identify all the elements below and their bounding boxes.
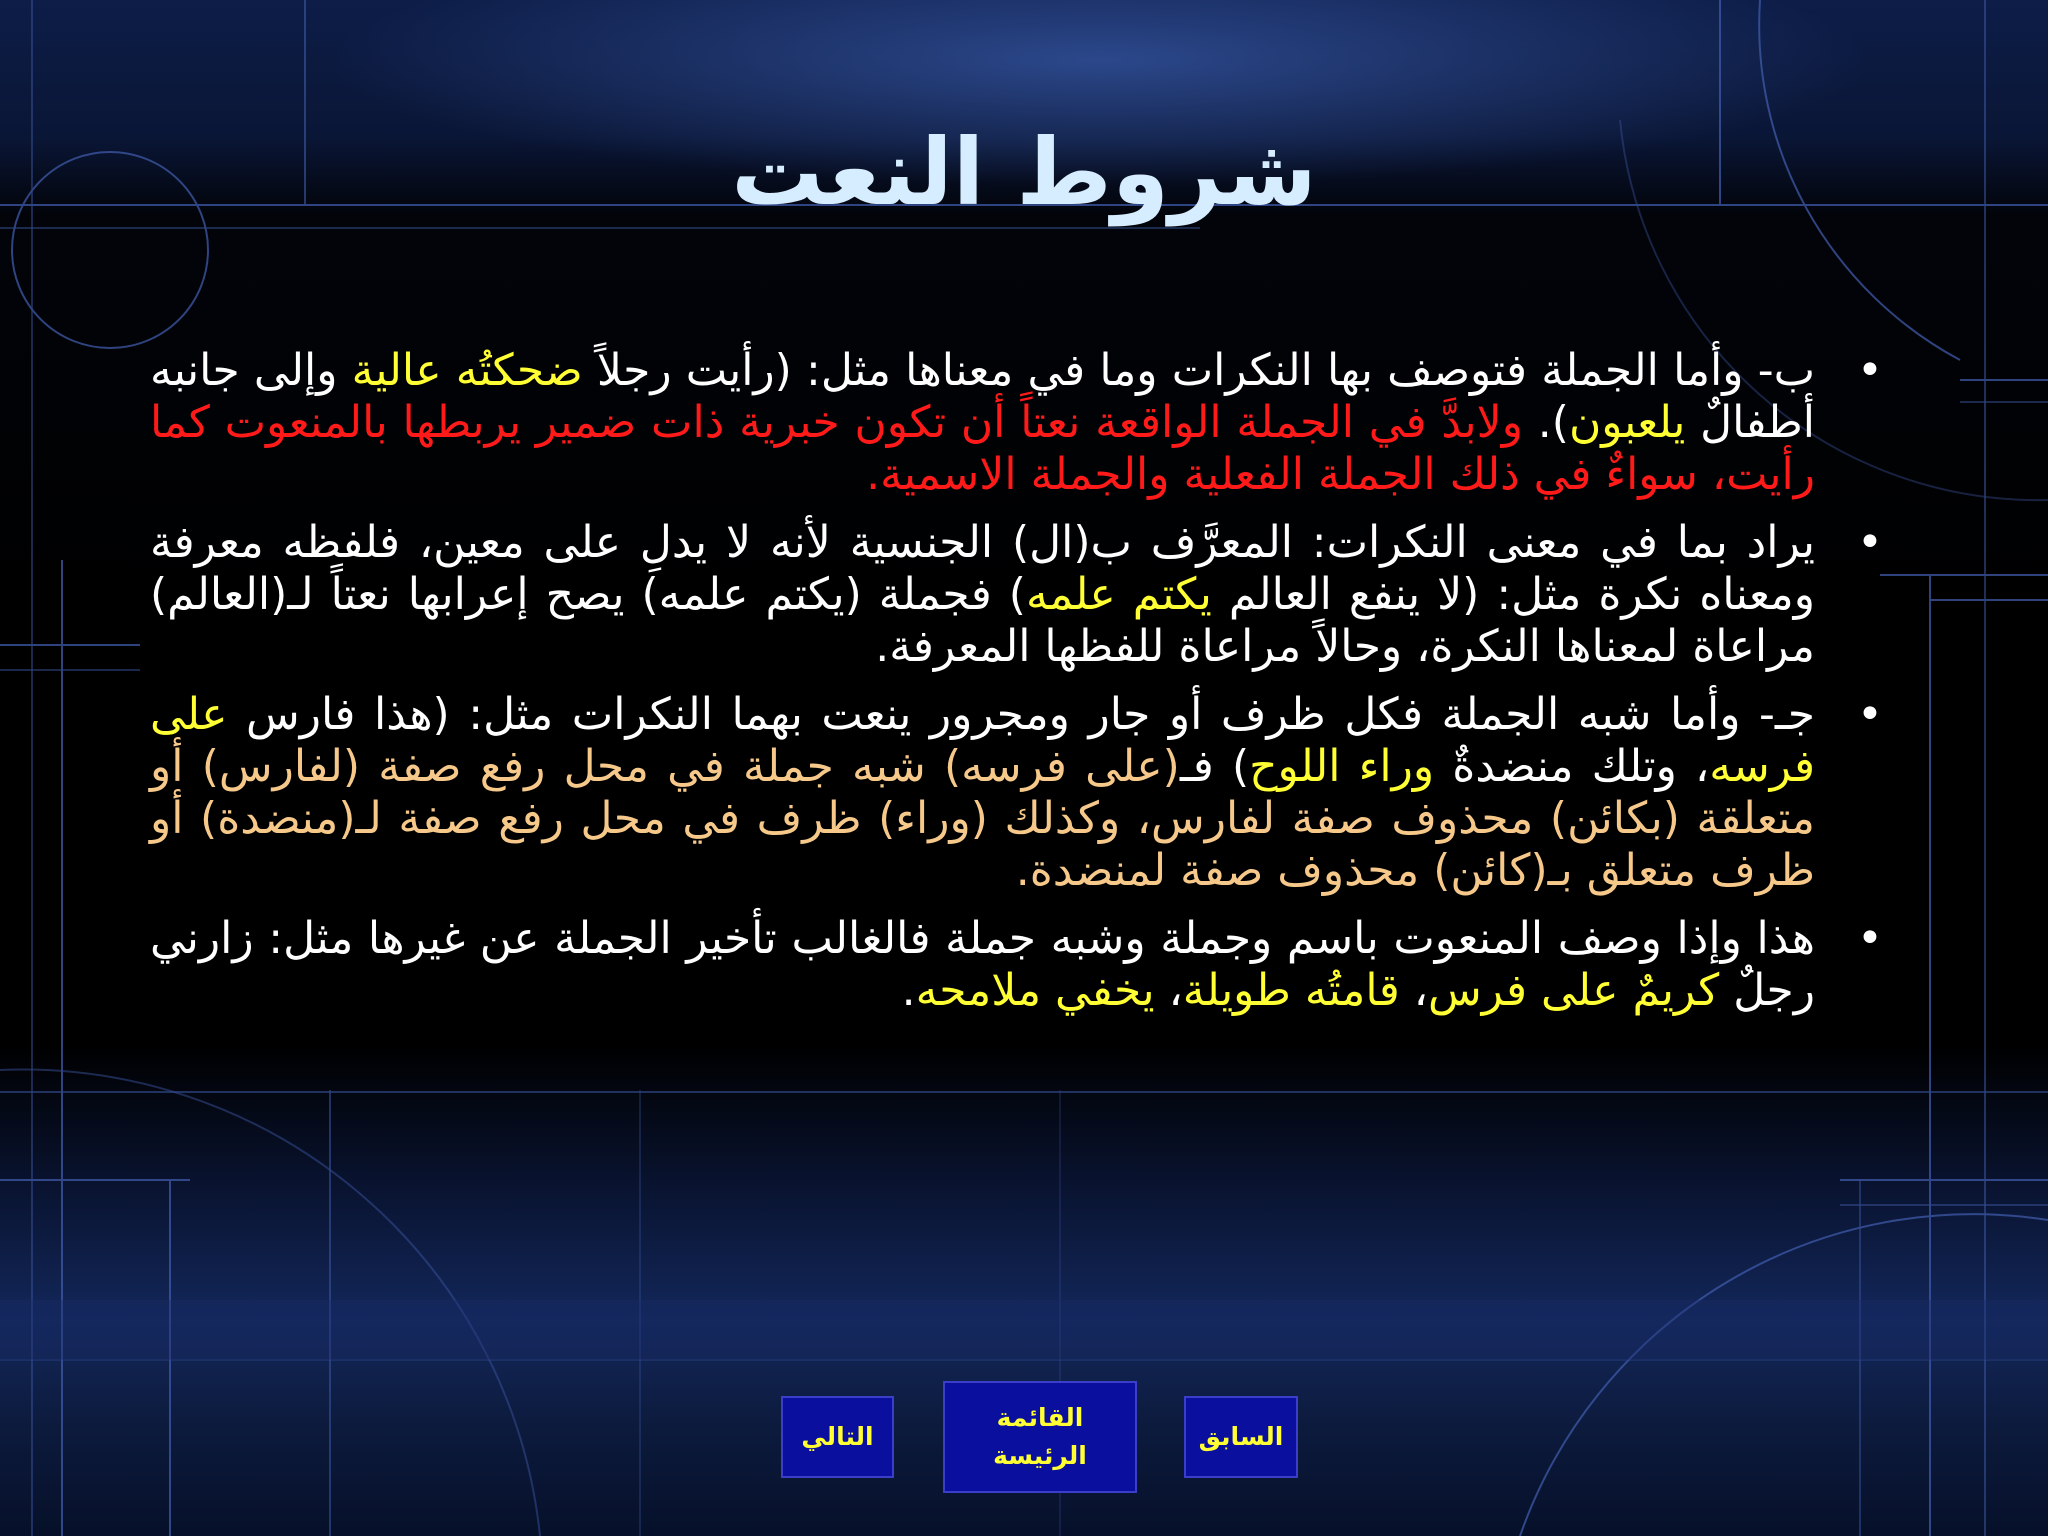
text-segment: جـ- وأما شبه الجملة فكل ظرف أو جار ومجرور ينعت بهما النكرات مثل: (هذا فارس	[227, 689, 1815, 740]
text-segment: ب- وأما الجملة فتوصف بها النكرات وما في معناها مثل: (رأيت رجلاً	[582, 345, 1815, 396]
bullet-item	[150, 689, 1890, 897]
bullet-list	[150, 345, 1890, 1033]
text-segment: يكتم علمه	[1025, 569, 1212, 620]
text-segment: يخفي ملامحه	[915, 965, 1155, 1016]
text-segment: ،	[1399, 965, 1428, 1016]
text-segment: قامتُه طويلة	[1182, 965, 1400, 1016]
text-segment: يلعبون	[1568, 397, 1686, 448]
text-segment: .	[901, 965, 916, 1016]
bullet-item	[150, 913, 1890, 1017]
text-segment: ضحكتُه عالية	[351, 345, 583, 396]
main-menu-button[interactable]	[943, 1381, 1137, 1493]
text-segment: ) فـ	[1179, 741, 1250, 792]
previous-button-label: السابق	[1198, 1422, 1284, 1451]
text-segment: على فرسه	[150, 689, 1816, 792]
slide-title: شروط النعت	[731, 119, 1317, 226]
text-segment: ).	[1523, 397, 1569, 448]
text-segment: كريمٌ على فرس	[1427, 965, 1720, 1016]
text-segment: وإلى جانبه أطفالٌ	[150, 345, 1815, 448]
text-segment: هذا وإذا وصف المنعوت باسم وجملة وشبه جملة فالغالب تأخير الجملة عن غيرها مثل: زارني رجلٌ	[150, 913, 1815, 1016]
bullet-item	[150, 517, 1890, 673]
bullet-marker: •	[1857, 689, 1883, 740]
text-segment: ولابدَّ في الجملة الواقعة نعتاً أن تكون خبرية ذات ضمير يربطها بالمنعوت كما رأيت، سواءٌ في ذلك الجملة الفعلية والجملة الاسمية.	[150, 397, 1815, 500]
bullet-item	[150, 345, 1890, 501]
main-menu-button-label: القائمة الرئيسة	[993, 1403, 1087, 1470]
bullet-marker: •	[1857, 517, 1883, 568]
bullet-text	[150, 689, 1815, 896]
bullet-text	[150, 345, 1815, 500]
previous-button[interactable]	[1184, 1396, 1298, 1478]
text-segment: ) فجملة (يكتم علمه) يصح إعرابها نعتاً لـ(العالم) مراعاة لمعناها النكرة، وحالاً مراعاة للفظها المعرفة.	[150, 569, 1815, 672]
text-segment: وراء اللوح	[1249, 741, 1435, 792]
bullet-marker: •	[1857, 913, 1883, 964]
next-button[interactable]	[781, 1396, 894, 1478]
bullet-text	[150, 517, 1815, 672]
text-segment: ، وتلك منضدةٌ	[1434, 741, 1710, 792]
next-button-label: التالي	[801, 1422, 874, 1451]
text-segment: يراد بما في معنى النكرات: المعرَّف ب(ال) الجنسية لأنه لا يدلِ على معين، فلفظه معرفة ومعناه نكرة مثل: (لا ينفع العالم	[150, 517, 1815, 620]
bullet-marker: •	[1857, 345, 1883, 396]
bullet-text	[150, 913, 1815, 1016]
text-segment: ،	[1154, 965, 1183, 1016]
text-segment: (على فرسه) شبه جملة في محل رفع صفة (لفارس) أو متعلقة (بكائن) محذوف صفة لفارس، وكذلك (وراء) ظرف في محل رفع صفة لـ(منضدة) أو ظرف متعلق بـ(كائن) محذوف صفة لمنضدة.	[150, 741, 1815, 896]
